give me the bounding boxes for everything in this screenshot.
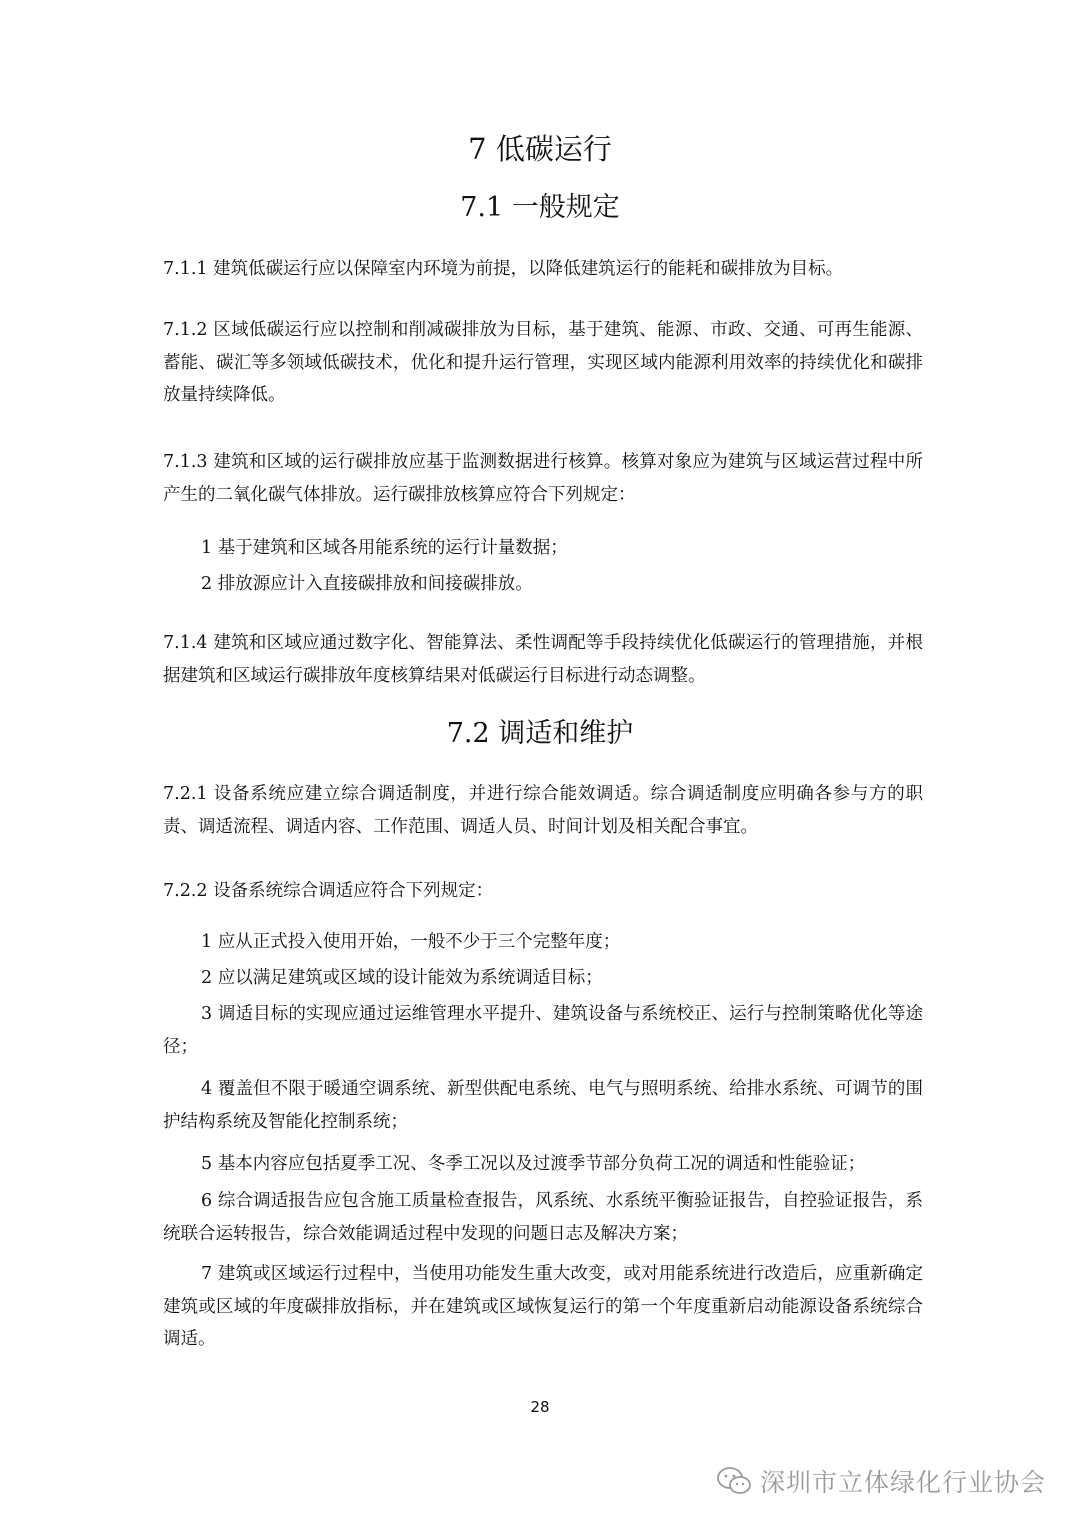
clause-7-2-2: 7.2.2 设备系统综合调适应符合下列规定：	[163, 881, 494, 901]
clause-7-2-2-item-6: 6 综合调适报告应包含施工质量检查报告，风系统、水系统平衡验证报告，自控验证报告，系统联合运转报告，综合效能调适过程中发现的问题日志及解决方案；	[163, 1191, 923, 1244]
clause-7-2-2-item-7: 7 建筑或区域运行过程中，当使用功能发生重大改变，或对用能系统进行改造后，应重新确定建筑或区域的年度碳排放指标，并在建筑或区域恢复运行的第一个年度重新启动能源设备系统综合调适。	[163, 1264, 923, 1349]
clause-7-2-2-item-1: 1 应从正式投入使用开始，一般不少于三个完整年度；	[201, 932, 621, 952]
clause-7-1-3-item-2: 2 排放源应计入直接碳排放和间接碳排放。	[201, 574, 533, 594]
section-title-7-2: 7.2 调适和维护	[446, 718, 634, 749]
chapter-title: 7 低碳运行	[468, 132, 612, 166]
clause-7-1-1: 7.1.1 建筑低碳运行应以保障室内环境为前提，以降低建筑运行的能耗和碳排放为目标。	[163, 259, 844, 279]
clause-7-2-2-item-4: 4 覆盖但不限于暖通空调系统、新型供配电系统、电气与照明系统、给排水系统、可调节的围护结构系统及智能化控制系统；	[163, 1079, 923, 1132]
section-title-7-1: 7.1 一般规定	[460, 192, 620, 223]
clause-7-1-2: 7.1.2 区域低碳运行应以控制和削减碳排放为目标，基于建筑、能源、市政、交通、可再生能源、蓄能、碳汇等多领域低碳技术，优化和提升运行管理，实现区域内能源利用效率的持续优化和碳排放量持续降低。	[163, 320, 923, 405]
clause-7-2-2-item-5: 5 基本内容应包括夏季工况、冬季工况以及过渡季节部分负荷工况的调适和性能验证；	[201, 1154, 866, 1174]
page-number: 28	[530, 1398, 550, 1416]
watermark-text: 深圳市立体绿化行业协会	[759, 1468, 1046, 1497]
wechat-icon	[716, 1466, 752, 1496]
clause-7-1-3: 7.1.3 建筑和区域的运行碳排放应基于监测数据进行核算。核算对象应为建筑与区域运营过程中所产生的二氧化碳气体排放。运行碳排放核算应符合下列规定：	[163, 452, 923, 505]
clause-7-2-2-item-2: 2 应以满足建筑或区域的设计能效为系统调适目标；	[201, 968, 603, 988]
watermark	[716, 1461, 1046, 1501]
clause-7-2-2-item-3: 3 调适目标的实现应通过运维管理水平提升、建筑设备与系统校正、运行与控制策略优化等途径；	[163, 1004, 923, 1057]
clause-7-2-1: 7.2.1 设备系统应建立综合调适制度，并进行综合能效调适。综合调适制度应明确各参与方的职责、调适流程、调适内容、工作范围、调适人员、时间计划及相关配合事宜。	[163, 784, 923, 837]
clause-7-1-3-item-1: 1 基于建筑和区域各用能系统的运行计量数据；	[201, 538, 568, 558]
clause-7-1-4: 7.1.4 建筑和区域应通过数字化、智能算法、柔性调配等手段持续优化低碳运行的管理措施，并根据建筑和区域运行碳排放年度核算结果对低碳运行目标进行动态调整。	[163, 633, 923, 686]
